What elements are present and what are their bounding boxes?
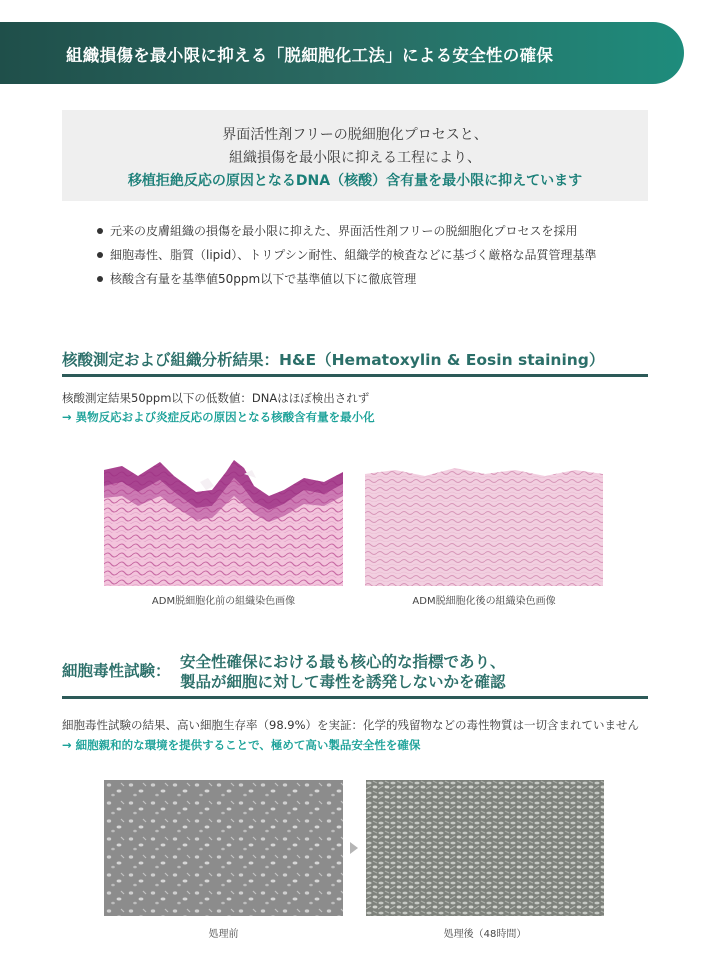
bullet-item: 細胞毒性、脂質（lipid）、トリプシン耐性、組織学的検査などに基づく厳格な品質管理基準 [96, 245, 596, 269]
summary-line-1: 界面活性剤フリーの脱細胞化プロセスと、 [222, 127, 488, 143]
feature-bullet-list [96, 221, 596, 293]
cell-culture-after-image [366, 780, 604, 916]
bullet-item: 元来の皮膚組織の損傷を最小限に抑えた、界面活性剤フリーの脱細胞化プロセスを採用 [96, 221, 596, 245]
cell-culture-before-image [104, 780, 343, 916]
section-heading-cytotoxicity: 細胞毒性試験： [62, 662, 171, 680]
summary-box [62, 110, 648, 201]
page-title: 組織損傷を最小限に抑える「脱細胞化工法」による安全性の確保 [66, 46, 554, 65]
section-divider [62, 696, 648, 699]
cytotoxicity-note: 細胞毒性試験の結果、高い細胞生存率（98.9%）を実証：化学的残留物などの毒性物質は一切含まれていません [62, 718, 640, 732]
cell-before-caption: 処理前 [208, 929, 239, 940]
arrow-right-icon [350, 842, 358, 854]
he-before-caption: ADM脱細胞化前の組織染色画像 [151, 596, 296, 607]
he-stain-after-image [365, 462, 603, 586]
summary-line-2: 組織損傷を最小限に抑える工程により、 [229, 150, 481, 166]
he-stain-before-image [104, 452, 343, 586]
he-after-caption: ADM脱細胞化後の組織染色画像 [412, 596, 556, 607]
cytotoxicity-desc-line-2: 製品が細胞に対して毒性を誘発しないかを確認 [180, 673, 506, 691]
histology-note: 核酸測定結果50ppm以下の低数値：DNAはほぼ検出されず [62, 391, 370, 405]
cell-after-caption: 処理後（48時間） [443, 929, 527, 940]
section-divider [62, 374, 648, 377]
title-banner [0, 22, 684, 84]
cytotoxicity-highlight: → 細胞親和的な環境を提供することで、極めて高い製品安全性を確保 [62, 738, 421, 752]
summary-line-3: 移植拒絶反応の原因となるDNA（核酸）含有量を最小限に抑えています [127, 173, 583, 189]
bullet-item: 核酸含有量を基準値50ppm以下で基準値以下に徹底管理 [96, 269, 596, 293]
histology-highlight: → 異物反応および炎症反応の原因となる核酸含有量を最小化 [62, 410, 375, 424]
cytotoxicity-description [180, 652, 506, 692]
cytotoxicity-desc-line-1: 安全性確保における最も核心的な指標であり、 [180, 653, 506, 671]
section-heading-histology: 核酸測定および組織分析結果：H&E（Hematoxylin & Eosin staining） [62, 351, 605, 369]
